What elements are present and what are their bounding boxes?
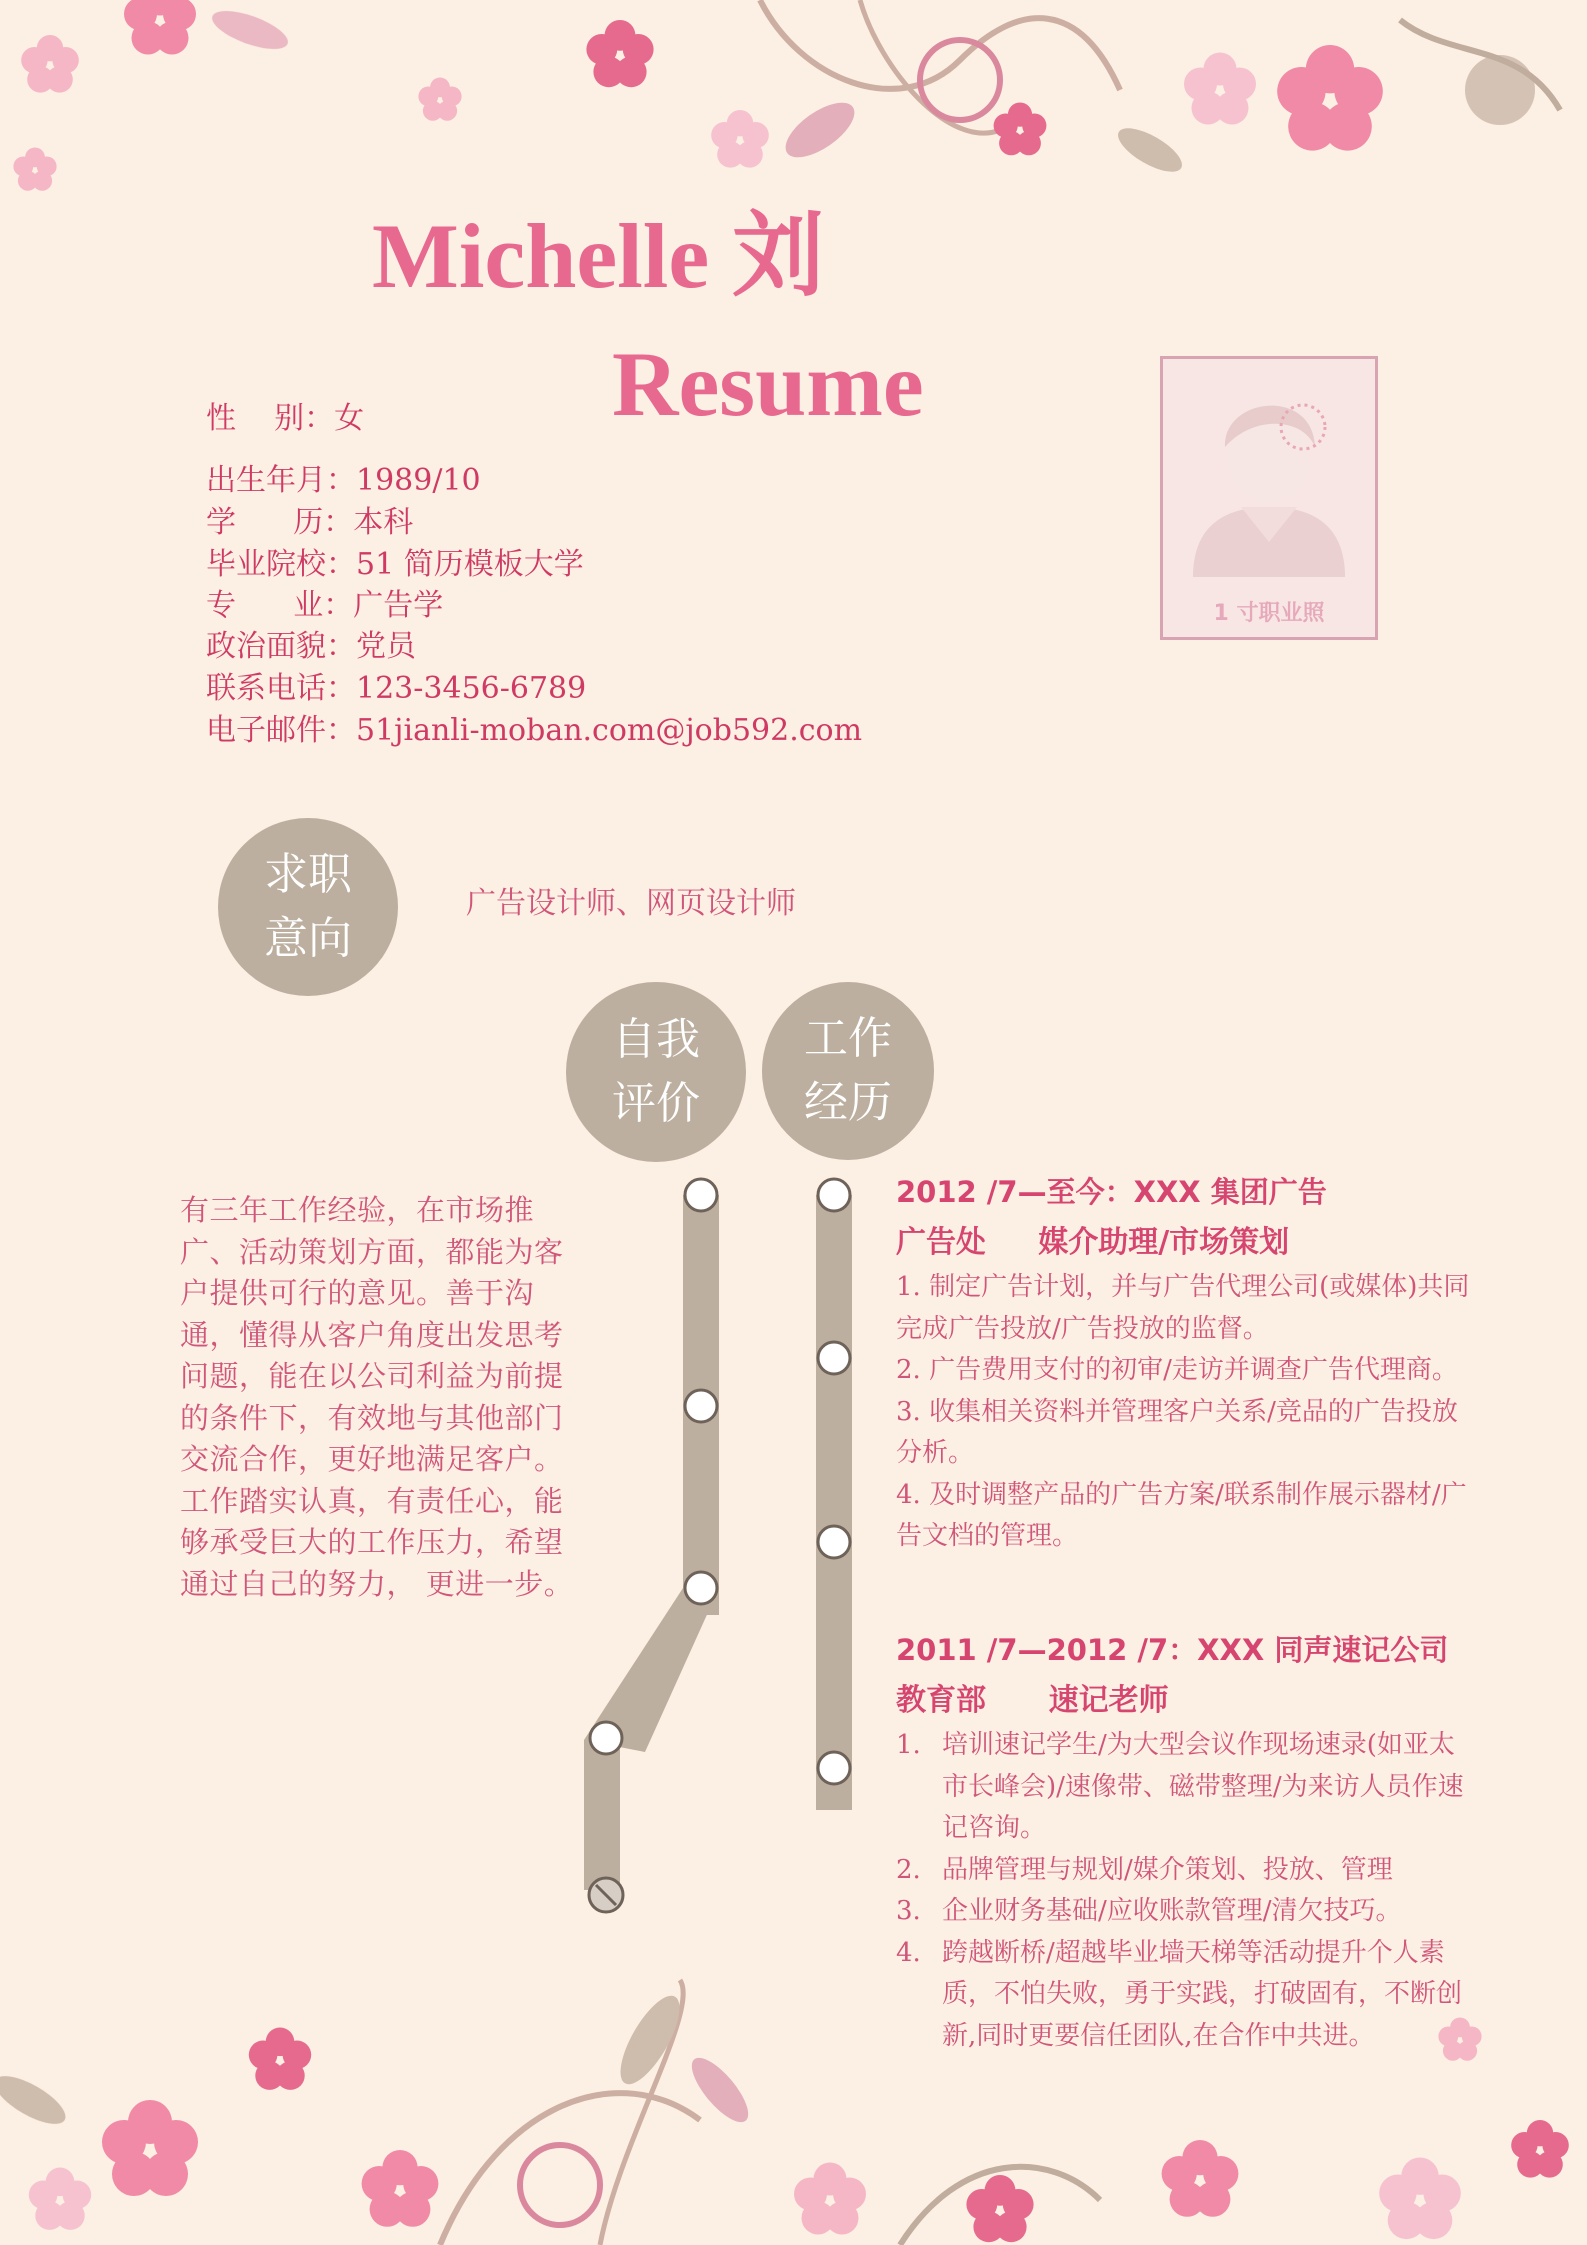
name-heading: Michelle 刘 bbox=[372, 205, 825, 307]
work-label-line1: 工作 bbox=[804, 1013, 892, 1064]
work-badge bbox=[762, 982, 934, 1160]
timeline-node bbox=[818, 1526, 850, 1558]
info-email bbox=[206, 713, 863, 748]
timeline-end-icon bbox=[589, 1878, 623, 1912]
info-political bbox=[206, 629, 416, 664]
timeline-node bbox=[818, 1342, 850, 1374]
duty-number: 2. bbox=[896, 1854, 921, 1885]
duty-number: 1. bbox=[896, 1730, 921, 1760]
timeline-node bbox=[818, 1179, 850, 1211]
info-label: 电子邮件： bbox=[206, 713, 356, 748]
info-value: 123-3456-6789 bbox=[356, 671, 587, 706]
info-label: 毕业院校： bbox=[206, 547, 356, 582]
job-subtitle: 广告处 媒介助理/市场策划 bbox=[896, 1225, 1290, 1260]
self-eval-text: 有三年工作经验，在市场推广、活动策划方面，都能为客户提供可行的意见。善于沟通，懂得从客户角度出发思考问题，能在以公司利益为前提的条件下，有效地与其他部门交流合作，更好地满足客户。工作踏实认真，有责任心，能够承受巨大的工作压力，希望通过自己的努力， 更进一步。 bbox=[180, 1193, 574, 1601]
objective-label-line2: 意向 bbox=[264, 913, 352, 964]
self-eval-label-line2: 评价 bbox=[612, 1078, 700, 1129]
info-label: 出生年月： bbox=[206, 463, 356, 498]
duty-number: 3. bbox=[896, 1896, 921, 1926]
info-gender bbox=[206, 401, 365, 436]
job-duty: 3. 收集相关资料并管理客户关系/竞品的广告投放分析。 bbox=[896, 1396, 1458, 1468]
info-label: 专 业： bbox=[206, 588, 354, 623]
timeline-bar-right bbox=[816, 1195, 852, 1810]
timeline-node bbox=[685, 1390, 717, 1422]
info-value: 党员 bbox=[356, 629, 416, 664]
work-label-line2: 经历 bbox=[804, 1077, 892, 1128]
timeline-node bbox=[685, 1572, 717, 1604]
job-duty bbox=[896, 1933, 1476, 2058]
info-label: 联系电话： bbox=[206, 671, 356, 706]
job-entry-2 bbox=[896, 1628, 1476, 2057]
job-duty bbox=[896, 1725, 1476, 1850]
job-title: 2011 /7—2012 /7：XXX 同声速记公司 bbox=[896, 1633, 1449, 1667]
info-school bbox=[206, 547, 584, 582]
duty-text: 品牌管理与规划/媒介策划、投放、管理 bbox=[942, 1854, 1393, 1885]
duty-text: 企业财务基础/应收账款管理/清欠技巧。 bbox=[942, 1896, 1402, 1926]
job-subtitle: 教育部 速记老师 bbox=[896, 1683, 1169, 1718]
info-education bbox=[206, 505, 414, 540]
job-duty: 4. 及时调整产品的广告方案/联系制作展示器材/广告文档的管理。 bbox=[896, 1479, 1467, 1551]
job-duty bbox=[896, 1891, 1476, 1933]
info-value: 女 bbox=[334, 401, 365, 436]
job-entry-1 bbox=[896, 1170, 1476, 1558]
info-value: 1989/10 bbox=[356, 463, 481, 498]
info-label: 性 别： bbox=[206, 401, 335, 436]
duty-text: 跨越断桥/超越毕业墙天梯等活动提升个人素质，不怕失败，勇于实践，打破固有，不断创新,同时更要信任团队,在合作中共进。 bbox=[942, 1937, 1463, 2051]
timeline-bar-lower bbox=[584, 1740, 620, 1890]
job-duty bbox=[896, 1850, 1476, 1892]
job-duty: 2. 广告费用支付的初审/走访并调查广告代理商。 bbox=[896, 1355, 1458, 1385]
info-value: 51jianli-moban.com@job592.com bbox=[356, 713, 863, 748]
info-label: 政治面貌： bbox=[206, 629, 356, 664]
job-title: 2012 /7—至今：XXX 集团广告 bbox=[896, 1175, 1327, 1209]
objective-value: 广告设计师、网页设计师 bbox=[466, 886, 796, 921]
timeline-node bbox=[818, 1752, 850, 1784]
timeline-node bbox=[685, 1179, 717, 1211]
info-value: 本科 bbox=[353, 505, 414, 540]
person-silhouette-icon bbox=[1163, 367, 1375, 577]
timeline-graphic bbox=[560, 1170, 860, 1930]
self-eval-label-line1: 自我 bbox=[612, 1014, 700, 1065]
duty-text: 培训速记学生/为大型会议作现场速录(如亚太市长峰会)/速像带、磁带整理/为来访人员作速记咨询。 bbox=[942, 1730, 1464, 1843]
info-birth bbox=[206, 463, 481, 498]
objective-label-line1: 求职 bbox=[264, 849, 352, 900]
photo-placeholder bbox=[1160, 356, 1378, 640]
resume-heading: Resume bbox=[612, 333, 924, 435]
info-phone bbox=[206, 671, 587, 706]
info-major bbox=[206, 588, 444, 623]
photo-caption: 1 寸职业照 bbox=[1213, 601, 1325, 626]
objective-badge bbox=[218, 818, 398, 996]
timeline-node bbox=[590, 1722, 622, 1754]
info-value: 广告学 bbox=[353, 588, 444, 623]
self-eval-badge bbox=[566, 982, 746, 1162]
duty-number: 4. bbox=[896, 1937, 921, 1968]
job-duty: 1. 制定广告计划，并与广告代理公司(或媒体)共同完成广告投放/广告投放的监督。 bbox=[896, 1272, 1470, 1344]
info-label: 学 历： bbox=[206, 505, 354, 540]
info-value: 51 简历模板大学 bbox=[356, 547, 584, 582]
job-duty-list bbox=[896, 1725, 1476, 2057]
